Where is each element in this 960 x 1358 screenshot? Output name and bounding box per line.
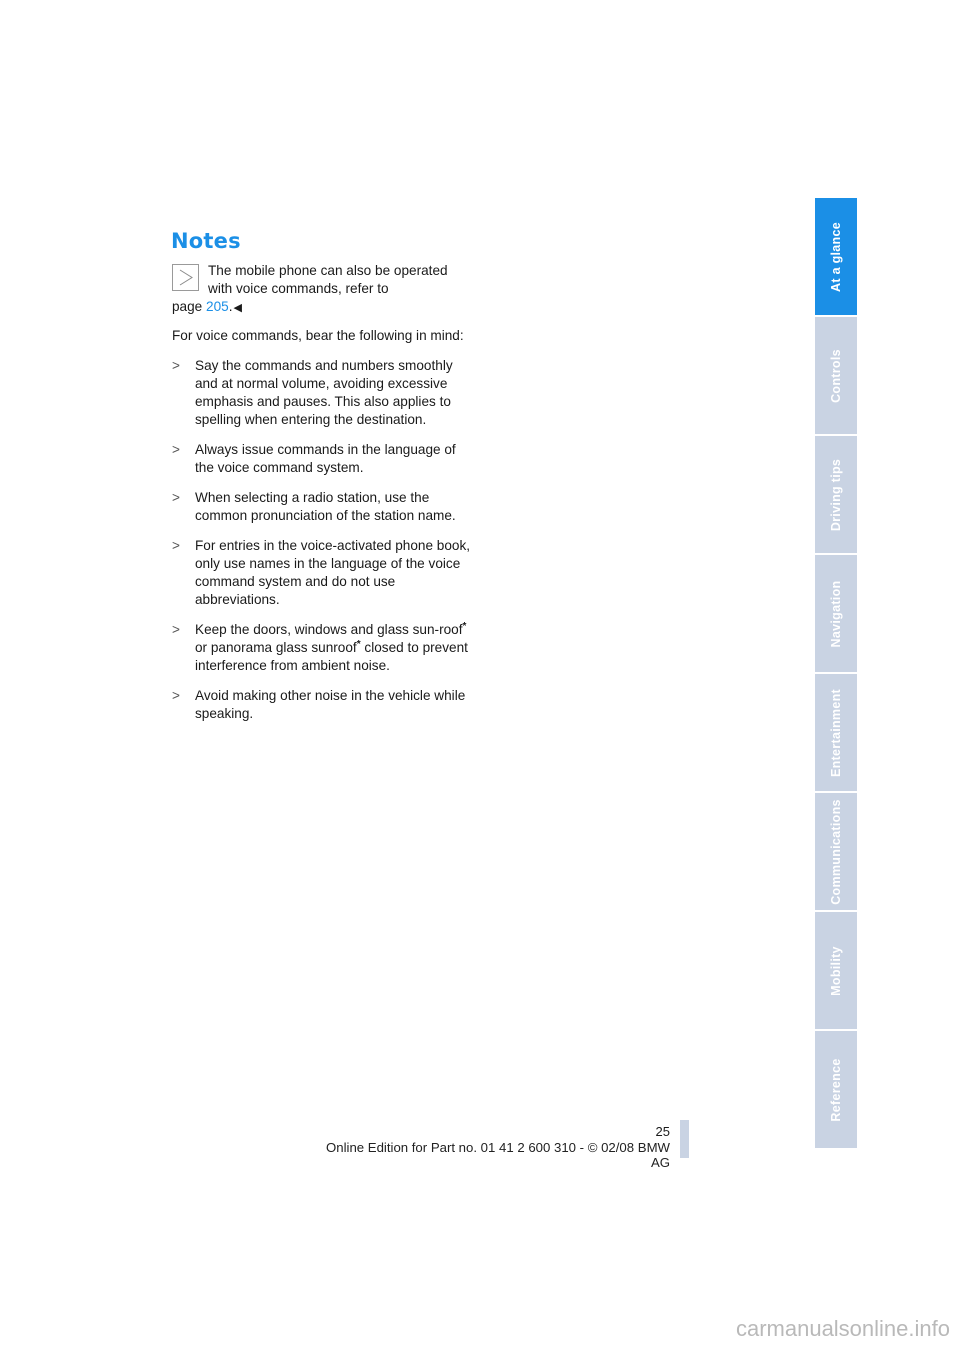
bullet-text-part: or panorama glass sunroof — [195, 640, 357, 655]
tab-label: Mobility — [829, 945, 843, 996]
tab-label: Communications — [829, 798, 843, 905]
bullet-text-part: closed to prevent interference from ambient noise. — [195, 640, 468, 673]
footer-edition: Online Edition for Part no. 01 41 2 600 310 - © 02/08 BMW AG — [326, 1140, 670, 1170]
tab-label: At a glance — [829, 221, 843, 292]
bullet-marker: > — [172, 622, 180, 637]
tab-driving-tips[interactable] — [815, 436, 857, 555]
list-item — [172, 537, 472, 609]
bullet-list — [172, 357, 472, 723]
section-heading: Notes — [171, 229, 241, 253]
bullet-text: Always issue commands in the language of the voice command system. — [195, 442, 456, 475]
tab-label: Navigation — [829, 580, 843, 647]
tab-at-a-glance[interactable] — [815, 198, 857, 317]
bullet-text — [195, 622, 468, 673]
bullet-marker: > — [172, 538, 180, 553]
bullet-text-part: Keep the doors, windows and glass sun-roof — [195, 622, 463, 637]
note-line-2: with voice commands, refer to — [208, 281, 389, 296]
tab-mobility[interactable] — [815, 912, 857, 1031]
watermark: carmanualsonline.info — [735, 1316, 950, 1341]
bullet-text: Avoid making other noise in the vehicle while speaking. — [195, 688, 466, 721]
tab-communications[interactable] — [815, 793, 857, 912]
bullet-marker: > — [172, 490, 180, 505]
tab-entertainment[interactable] — [815, 674, 857, 793]
section-body — [172, 262, 472, 735]
tab-reference[interactable] — [815, 1031, 857, 1150]
tab-label: Controls — [829, 348, 843, 403]
page-number: 25 — [655, 1124, 670, 1139]
bullet-text: For entries in the voice-activated phone book, only use names in the language of the voice command system and do not use abbreviations. — [195, 538, 471, 607]
note-page-prefix: page — [172, 299, 207, 314]
list-item — [172, 357, 472, 429]
tab-label: Reference — [829, 1057, 843, 1122]
list-item — [172, 621, 472, 675]
footer-bar — [680, 1120, 689, 1158]
bullet-text: When selecting a radio station, use the common pronunciation of the station name. — [195, 490, 456, 523]
tab-label: Entertainment — [829, 688, 843, 777]
tab-controls[interactable] — [815, 317, 857, 436]
note-block — [172, 262, 472, 317]
intro-text: For voice commands, bear the following in mind: — [172, 328, 464, 343]
list-item — [172, 687, 472, 723]
bullet-marker: > — [172, 688, 180, 703]
note-icon — [172, 264, 199, 291]
optional-star-icon: * — [356, 639, 361, 650]
end-mark-icon: ◀ — [233, 302, 242, 314]
list-item — [172, 441, 472, 477]
note-line-3 — [172, 298, 472, 317]
bullet-text: Say the commands and numbers smoothly and at normal volume, avoiding excessive emphasis and pauses. This also applies to spelling when entering the destination. — [195, 358, 453, 427]
list-item — [172, 489, 472, 525]
bullet-marker: > — [172, 358, 180, 373]
bullet-marker: > — [172, 442, 180, 457]
note-line-1: The mobile phone can also be operated — [208, 263, 448, 278]
page-link[interactable]: 205 — [206, 299, 229, 314]
tab-navigation[interactable] — [815, 555, 857, 674]
optional-star-icon: * — [462, 621, 467, 632]
note-suffix: . — [228, 299, 233, 314]
tab-label: Driving tips — [829, 458, 843, 531]
